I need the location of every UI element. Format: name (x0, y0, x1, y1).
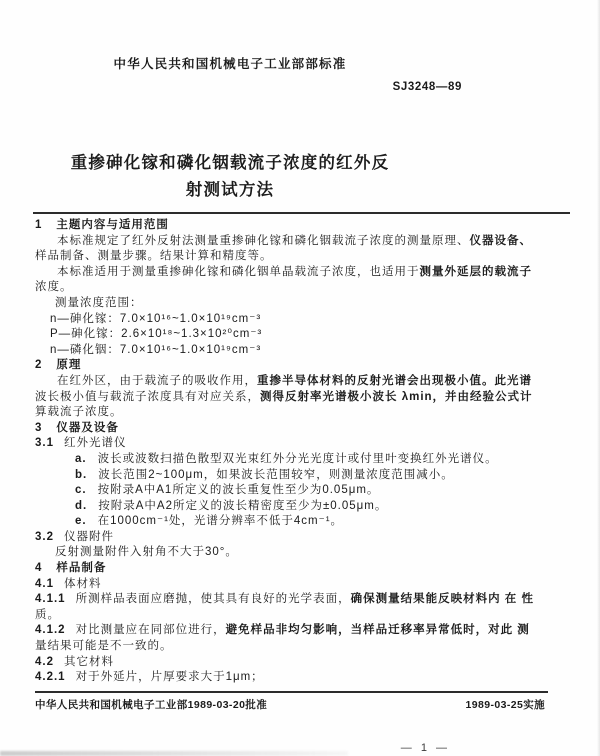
list-item-text: 波长范围2~100μm，如果波长范围较窄，则测量浓度范围减小。 (98, 468, 454, 481)
subsection-title: 其它材料 (64, 655, 114, 668)
line-text: 本标准适用于测量重掺砷化镓和磷化铟单晶载流子浓度，也适用于 (57, 265, 420, 278)
list-item-text: 按附录A中A2所定义的波长精密度至少为±0.05μm。 (98, 499, 388, 512)
clause-4-1-1-line-2: 质。 (35, 608, 60, 621)
section-1-number: 1 (35, 219, 43, 231)
line-text: 本标准规定了红外反射法测量重掺砷化镓和磷化铟载流子浓度的测量原理、 (57, 234, 470, 247)
document-title-line1: 重掺砷化镓和磷化铟载流子浓度的红外反 (70, 154, 390, 172)
subsection-4-2-heading (35, 655, 570, 671)
subsection-number: 4.2 (35, 655, 54, 668)
line-text: 对比测量应在同部位进行， (75, 624, 226, 637)
section-1-paragraph-2-line-1 (35, 265, 570, 281)
subsection-title: 体材料 (64, 577, 102, 590)
list-item-d (35, 499, 570, 515)
line-text: 在红外区，由于载流子的吸收作用， (57, 374, 257, 387)
scan-edge-artifact-bottom (0, 751, 348, 756)
section-4-heading (35, 561, 570, 577)
section-1-paragraph-2-line-2: 浓度。 (35, 281, 73, 294)
section-1-title: 主题内容与适用范围 (56, 219, 169, 231)
section-1-heading (35, 218, 570, 234)
list-item-label: d. (75, 499, 88, 512)
measurement-range-label: 测量浓度范围： (55, 296, 143, 309)
list-item-a (35, 452, 570, 468)
approval-statement: 中华人民共和国机械电子工业部1989-03-20批准 (35, 698, 268, 711)
section-3-title: 仪器及设备 (56, 421, 119, 434)
subsection-title: 仪器附件 (64, 530, 114, 543)
section-2-number: 2 (35, 359, 43, 372)
document-title-block (20, 150, 440, 204)
footer (0, 693, 600, 712)
list-item-c (35, 483, 570, 499)
subsection-3-2-heading (35, 530, 570, 546)
clause-4-1-2-line-1 (35, 623, 570, 639)
issuing-organization: 中华人民共和国机械电子工业部部标准 (113, 57, 347, 71)
line-text-bold: 避免样品非均匀影响，当样品迁移率异常低时，对此 测 (225, 624, 530, 637)
list-item-label: b. (75, 468, 88, 481)
document-title (20, 150, 440, 204)
list-item-text: 按附录A中A1所定义的波长重复性至少为0.05μm。 (97, 484, 380, 497)
section-1-paragraph-1-line-1 (35, 234, 570, 250)
clause-number: 4.1.1 (35, 593, 66, 606)
implementation-date: 1989-03-25实施 (465, 698, 545, 711)
line-text: 对于外延片，片厚要求大于1μm； (75, 671, 264, 684)
page-number: — 1 — (400, 741, 450, 754)
subsection-3-2-text: 反射测量附件入射角不大于30°。 (55, 546, 238, 559)
range-p-gaas: P—砷化镓：2.6×10¹⁸~1.3×10²⁰cm⁻³ (50, 328, 263, 341)
subsection-number: 3.1 (35, 437, 54, 450)
subsection-4-1-heading (35, 577, 570, 593)
subsection-3-1-heading (35, 436, 570, 452)
list-item-b (35, 468, 570, 484)
clause-4-1-2-line-2: 量结果可能是不一致的。 (35, 640, 173, 653)
line-text-bold: 测得反射率光谱极小波长 λmin，并由经验公式计 (260, 390, 533, 403)
subsection-title: 红外光谱仪 (64, 437, 127, 450)
list-item-text: 在1000cm⁻¹处，光谱分辨率不低于4cm⁻¹。 (97, 515, 344, 528)
standard-number: SJ3248—89 (392, 81, 462, 93)
section-4-number: 4 (35, 562, 43, 575)
clause-number: 4.1.2 (35, 624, 66, 637)
line-text: 所测样品表面应磨抛，使其具有良好的光学表面， (75, 593, 351, 606)
section-2-line-3: 算载流子浓度。 (35, 406, 123, 419)
subsection-number: 3.2 (35, 530, 54, 543)
section-3-number: 3 (35, 421, 43, 434)
line-text-bold: 重掺半导体材料的反射光谱会出现极小值。此光谱 (257, 374, 532, 387)
section-4-title: 样品制备 (56, 562, 107, 575)
document-title-line2: 射测试方法 (185, 181, 275, 199)
range-n-gaas: n—砷化镓：7.0×10¹⁶~1.0×10¹⁹cm⁻³ (50, 312, 262, 325)
document-header (20, 56, 440, 72)
line-text-bold: 确保测量结果能反映材料内 在 性 (350, 593, 534, 606)
section-2-title: 原理 (56, 359, 82, 372)
clause-number: 4.2.1 (35, 671, 66, 684)
section-2-line-1 (35, 374, 570, 390)
list-item-text: 波长或波数扫描色散型双光束红外分光光度计或付里叶变换红外光谱仪。 (97, 452, 498, 465)
list-item-label: a. (75, 452, 87, 465)
section-2-line-2 (35, 390, 570, 406)
list-item-label: e. (75, 515, 87, 528)
line-text-bold: 仪器设备、 (469, 234, 532, 247)
document-body (0, 214, 600, 686)
line-text: 波长极小值与载流子浓度具有对应关系， (35, 390, 260, 403)
list-item-e (35, 514, 570, 530)
list-item-label: c. (75, 484, 87, 497)
section-3-heading (35, 421, 570, 437)
clause-4-1-1-line-1 (35, 592, 570, 608)
section-1-paragraph-1-line-2: 样品制备、测量步骤。结果计算和精度等。 (35, 250, 273, 263)
range-n-inp: n—磷化铟：7.0×10¹⁶~1.0×10¹⁹cm⁻³ (50, 343, 262, 356)
line-text-bold: 测量外延层的载流子 (419, 265, 532, 278)
clause-4-2-1 (35, 670, 570, 686)
section-2-heading (35, 358, 570, 374)
subsection-number: 4.1 (35, 577, 54, 590)
